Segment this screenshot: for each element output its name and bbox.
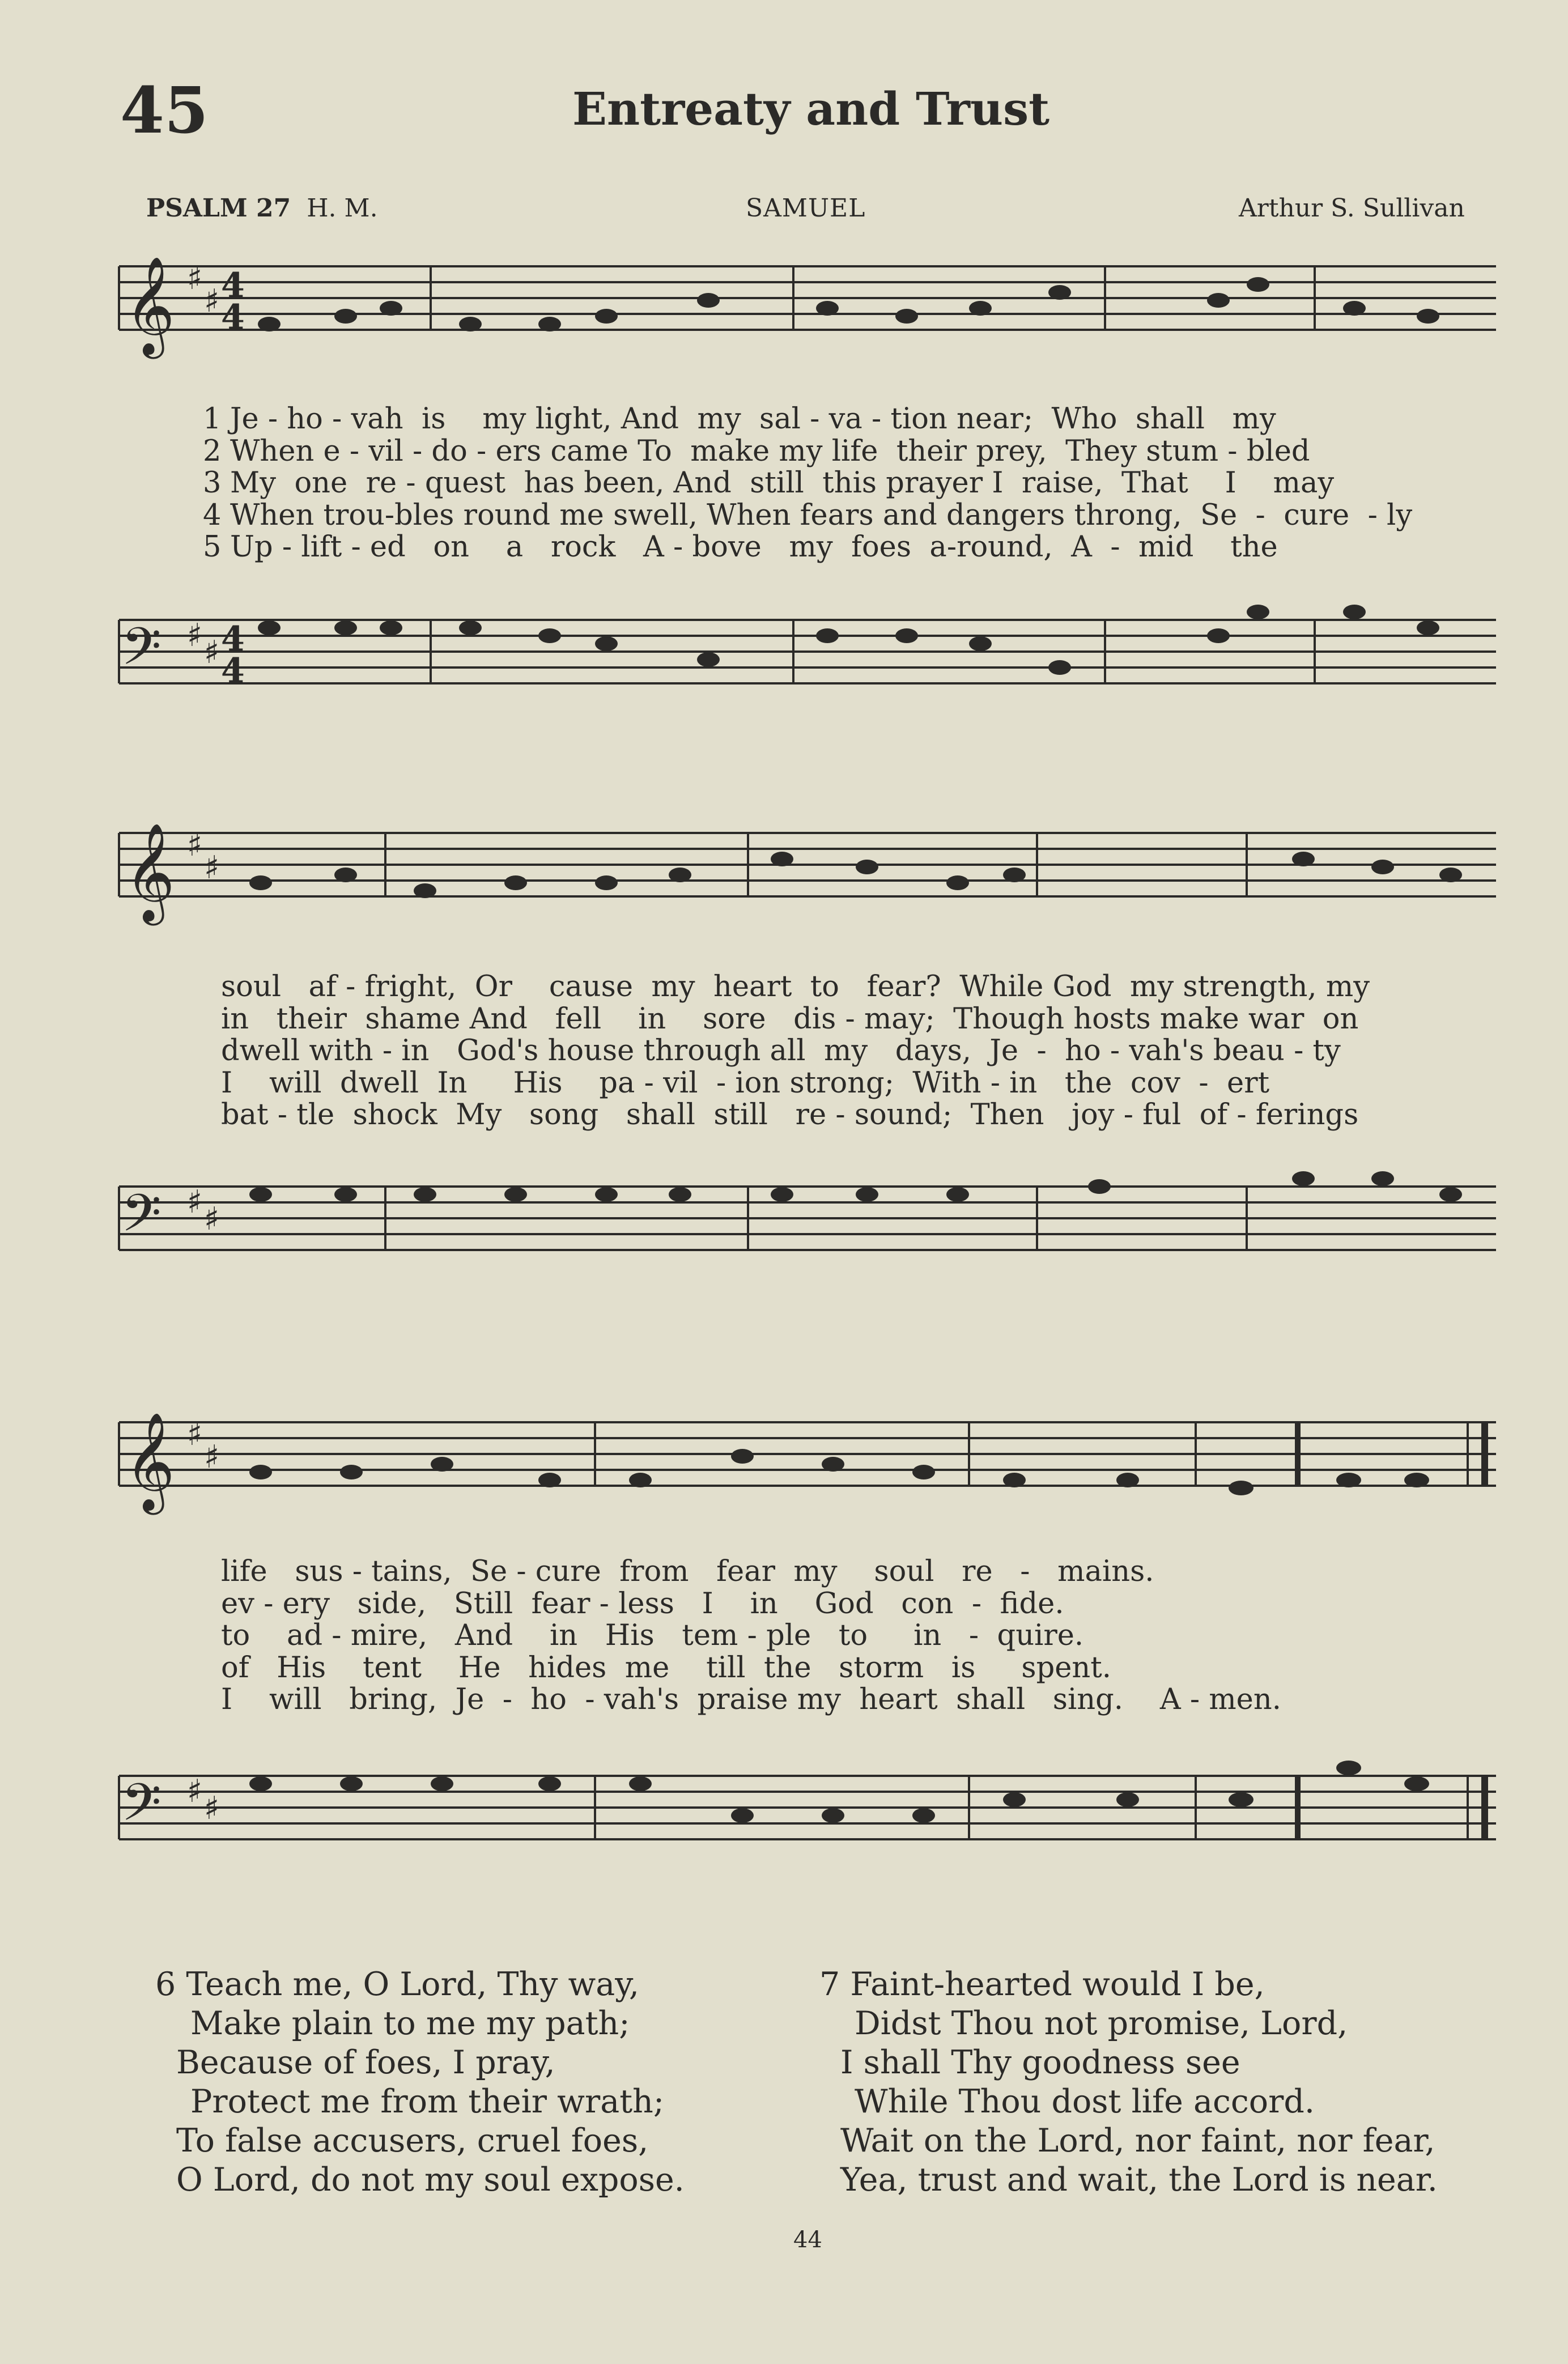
system-1-treble-staff <box>108 249 1507 385</box>
svg-text:♯: ♯ <box>187 1183 203 1221</box>
system-3-bass-staff <box>108 1745 1507 1881</box>
treble-clef-icon: 𝄞 <box>125 1412 175 1511</box>
system-3-treble-staff <box>108 1405 1507 1541</box>
svg-text:4: 4 <box>221 619 245 659</box>
verse-line: I will bring, Je - ho - vah's praise my heart shall sing. A - men. <box>221 1683 1281 1716</box>
hymn-number: 45 <box>120 74 209 148</box>
verse-line: in their shame And fell in sore dis - may; Though hosts make war on <box>221 1002 1359 1036</box>
svg-text:♯: ♯ <box>187 616 203 654</box>
stanza-7: 7 Faint-hearted would I be, Didst Thou not promise, Lord, I shall Thy goodness see While Thou dost life accord. Wait on the Lord, nor faint, nor fear, Yea, trust and wait, the Lord is near. <box>819 1966 1438 2199</box>
svg-text:♯: ♯ <box>204 282 220 320</box>
verse-line: 1 Je - ho - vah is my light, And my sal - va - tion near; Who shall my <box>203 402 1276 436</box>
treble-clef-icon: 𝄞 <box>125 823 175 921</box>
stanza-number: 7 <box>819 1966 840 2003</box>
psalm-reference: PSALM 27 <box>146 194 291 223</box>
verse-block-system-1 <box>203 403 1412 564</box>
treble-clef-icon: 𝄞 <box>125 256 175 355</box>
svg-text:♯: ♯ <box>204 633 220 671</box>
svg-text:♯: ♯ <box>187 260 203 297</box>
system-2-treble-staff <box>108 816 1507 952</box>
svg-text:4: 4 <box>221 266 245 305</box>
tune-name: SAMUEL <box>746 194 866 223</box>
svg-text:4: 4 <box>221 297 245 337</box>
system-2-bass-staff <box>108 1156 1507 1292</box>
verse-line: dwell with - in God's house through all my days, Je - ho - vah's beau - ty <box>221 1034 1341 1068</box>
svg-text:4: 4 <box>221 651 245 691</box>
stanza-number: 6 <box>155 1966 176 2003</box>
verse-line: of His tent He hides me till the storm is spent. <box>221 1651 1111 1685</box>
composer: Arthur S. Sullivan <box>1239 194 1465 223</box>
verse-line: I will dwell In His pa - vil - ion strong; With - in the cov - ert <box>221 1066 1270 1100</box>
verse-line: to ad - mire, And in His tem - ple to in - quire. <box>221 1619 1084 1652</box>
verse-line: 5 Up - lift - ed on a rock A - bove my foes a-round, A - mid the <box>203 530 1278 564</box>
verse-line: soul af - fright, Or cause my heart to fear? While God my strength, my <box>221 970 1370 1004</box>
meter: H. M. <box>307 194 378 223</box>
svg-text:♯: ♯ <box>187 1415 203 1453</box>
bass-clef-icon: 𝄢 <box>121 1183 162 1256</box>
system-1-bass-staff <box>108 589 1507 725</box>
psalm-meter <box>146 196 378 221</box>
verse-line: 2 When e - vil - do - ers came To make my life their prey, They stum - bled <box>203 434 1310 468</box>
verse-line: bat - tle shock My song shall still re - sound; Then joy - ful of - ferings <box>221 1098 1359 1132</box>
svg-text:♯: ♯ <box>204 1200 220 1238</box>
verse-line: life sus - tains, Se - cure from fear my soul re - mains. <box>221 1555 1154 1588</box>
verse-line: 3 My one re - quest has been, And still this prayer I raise, That I may <box>203 466 1335 500</box>
verse-block-system-3 <box>221 1556 1281 1716</box>
stanza-6: 6 Teach me, O Lord, Thy way, Make plain to me my path; Because of foes, I pray, Protect me from their wrath; To false accusers, cruel foes, O Lord, do not my soul expose. <box>155 1966 685 2199</box>
page-number: 44 <box>793 2227 822 2253</box>
svg-text:♯: ♯ <box>204 849 220 886</box>
hymn-title: Entreaty and Trust <box>572 82 1050 135</box>
verse-line: ev - ery side, Still fear - less I in God con - fide. <box>221 1587 1064 1621</box>
bass-clef-icon: 𝄢 <box>121 1772 162 1845</box>
svg-text:♯: ♯ <box>187 1772 203 1810</box>
svg-text:♯: ♯ <box>187 826 203 864</box>
verse-line: 4 When trou-bles round me swell, When fears and dangers throng, Se - cure - ly <box>203 498 1413 532</box>
svg-text:♯: ♯ <box>204 1438 220 1476</box>
verse-block-system-2 <box>221 971 1370 1132</box>
svg-text:♯: ♯ <box>204 1789 220 1827</box>
bass-clef-icon: 𝄢 <box>121 616 162 689</box>
